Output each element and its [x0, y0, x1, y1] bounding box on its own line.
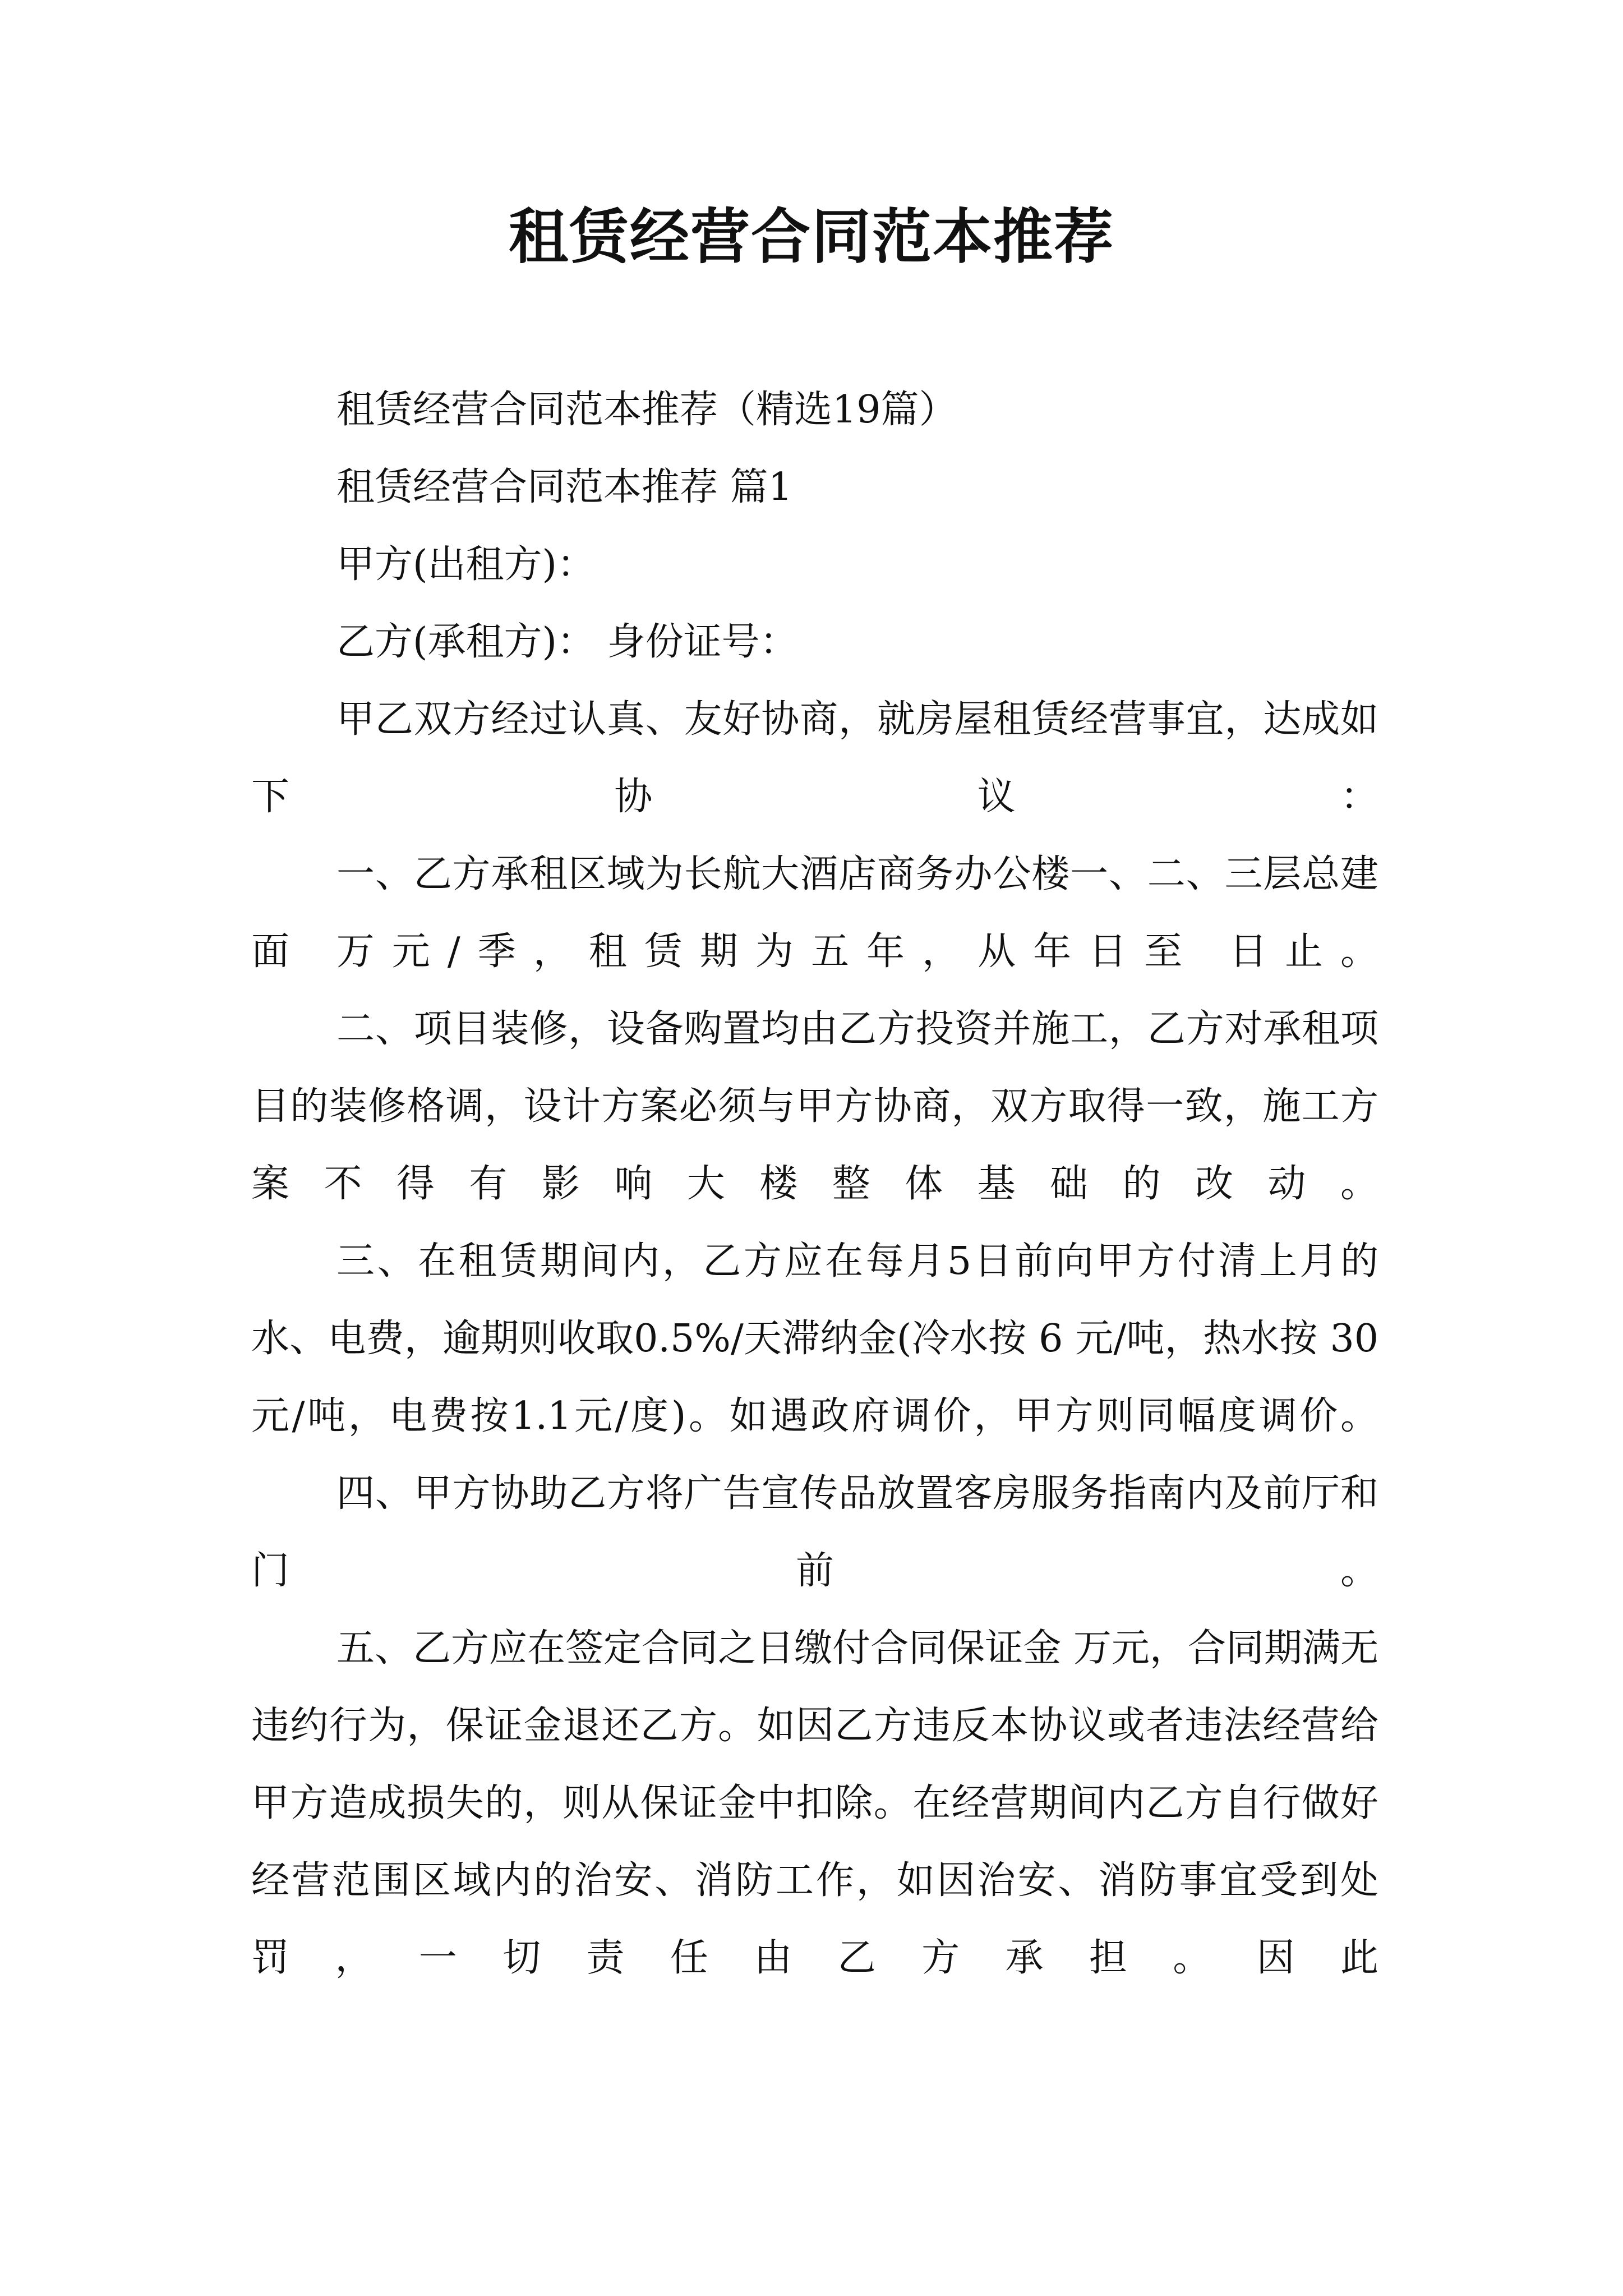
- paragraph-intro: 甲乙双方经过认真、友好协商，就房屋租赁经营事宜，达成如下协议：: [251, 697, 1378, 819]
- paragraph-clause-2: 二、项目装修，设备购置均由乙方投资并施工，乙方对承租项目的装修格调，设计方案必须与甲方协商，双方取得一致，施工方案不得有影响大楼整体基础的改动。: [251, 1007, 1378, 1206]
- document-body: [251, 371, 1378, 1997]
- paragraph-clause-1: 一、乙方承租区域为长航大酒店商务办公楼一、二、三层总建面 万元/季，租赁期为五年，从年日至 日止。: [251, 852, 1378, 974]
- document-title: 租赁经营合同范本推荐: [509, 201, 1114, 272]
- subtitle-line: 租赁经营合同范本推荐（精选19篇）: [336, 388, 957, 432]
- paragraph-clause-3: 三、在租赁期间内，乙方应在每月5日前向甲方付清上月的水、电费，逾期则收取0.5%/天滞纳金(冷水按 6 元/吨，热水按 30元/吨，电费按1.1元/度)。如遇政府调价，甲方则同幅度调价。: [251, 1239, 1378, 1438]
- paragraph-clause-5: 五、乙方应在签定合同之日缴付合同保证金 万元，合同期满无违约行为，保证金退还乙方。如因乙方违反本协议或者违法经营给甲方造成损失的，则从保证金中扣除。在经营期间内乙方自行做好经营范围区域内的治安、消防工作，如因治安、消防事宜受到处罚，一切责任由乙方承担。因此: [251, 1626, 1378, 1980]
- party-a-line: 甲方(出租方)：: [336, 542, 596, 587]
- party-b-line: 乙方(承租方)： 身份证号：: [336, 620, 798, 664]
- section-heading: 租赁经营合同范本推荐 篇1: [336, 465, 792, 509]
- paragraph-clause-4: 四、甲方协助乙方将广告宣传品放置客房服务指南内及前厅和门前。: [251, 1471, 1378, 1593]
